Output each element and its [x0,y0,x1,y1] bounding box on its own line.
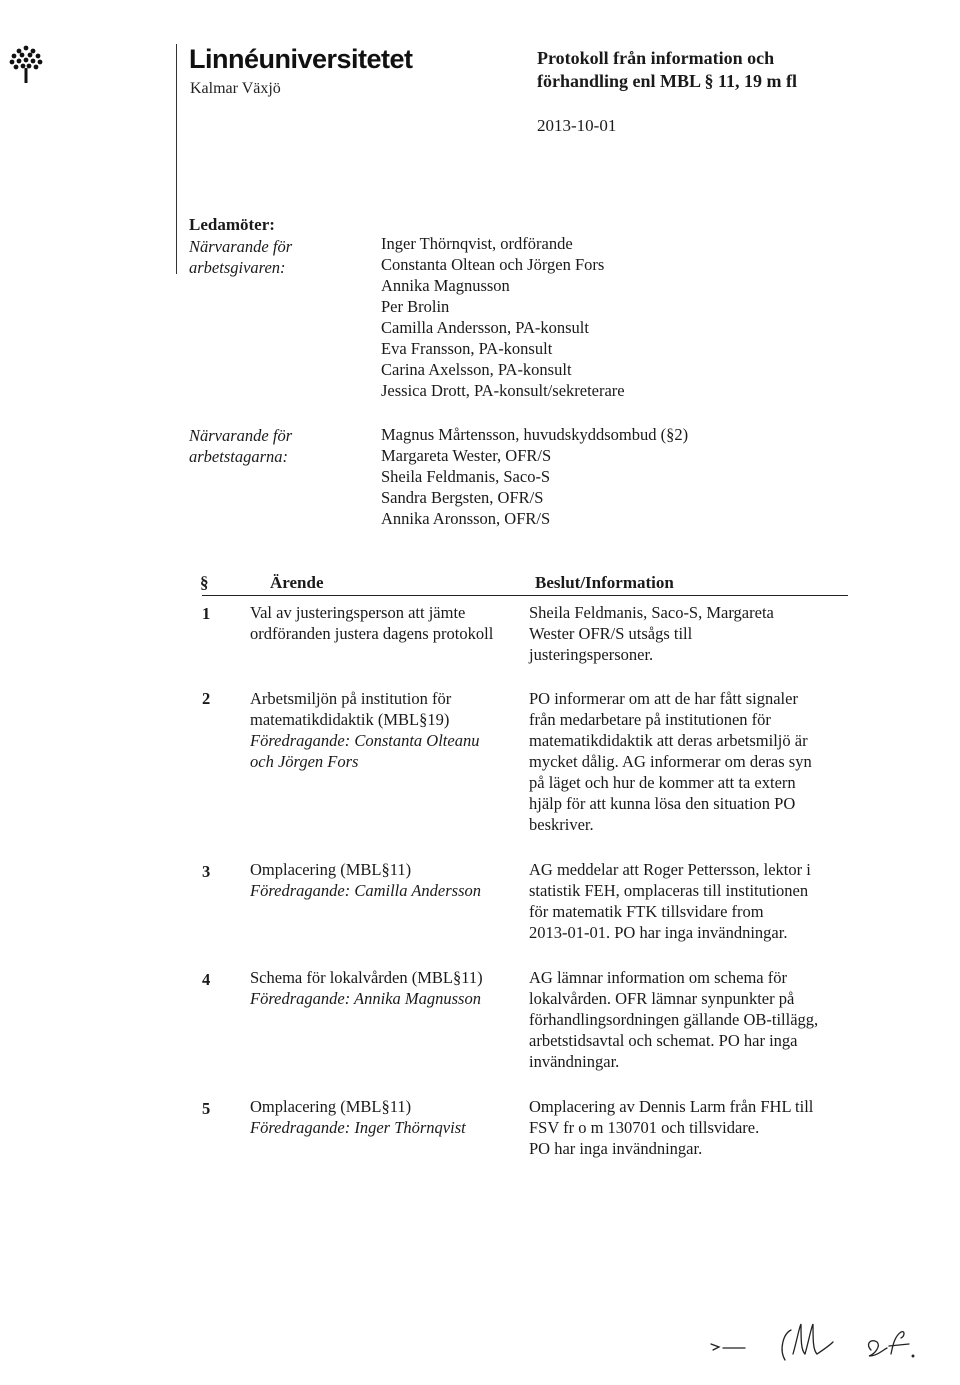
col-section-header: § [200,573,209,592]
row-matter [250,602,493,644]
list-item: Sandra Bergsten, OFR/S [381,488,544,507]
list-item: Inger Thörnqvist, ordförande [381,234,573,253]
title-line-1: Protokoll från information och [537,48,775,68]
matter-line: Omplacering (MBL§11) [250,860,412,879]
list-item: Magnus Mårtensson, huvudskyddsombud (§2) [381,425,689,444]
list-item: Constanta Oltean och Jörgen Fors [381,255,605,274]
list-item: Per Brolin [381,297,450,316]
col-matter-header: Ärende [270,573,324,592]
document-date: 2013-10-01 [537,116,617,135]
row-number: 5 [202,1099,211,1118]
row-decision [529,602,774,665]
matter-line: matematikdidaktik (MBL§19) [250,710,450,729]
matter-line: ordföranden justera dagens protokoll [250,624,494,643]
decision-line: mycket dålig. AG informerar om deras syn [529,752,812,771]
matter-line: Omplacering (MBL§11) [250,1097,412,1116]
employer-label [189,236,359,278]
decision-line: på läget och hur de kommer att ta extern [529,773,796,792]
decision-line: matematikdidaktik att deras arbetsmiljö är [529,731,808,750]
decision-line: Omplacering av Dennis Larm från FHL till [529,1097,814,1116]
col-decision-header: Beslut/Information [535,573,674,592]
decision-line: arbetstidsavtal och schemat. PO har inga [529,1031,798,1050]
handwritten-signature [705,1320,945,1370]
row-number: 1 [202,604,211,623]
employees-label [189,425,359,467]
matter-line: Schema för lokalvården (MBL§11) [250,968,483,987]
decision-line: FSV fr o m 130701 och tillsvidare. [529,1118,760,1137]
decision-line: justeringspersoner. [529,645,654,664]
tree-logo-icon [8,44,44,84]
employees-label-line-2: arbetstagarna: [189,447,288,466]
list-item: Jessica Drott, PA-konsult/sekreterare [381,381,625,400]
decision-line: från medarbetare på institutionen för [529,710,771,729]
presenter-line: Föredragande: Inger Thörnqvist [250,1118,466,1137]
document-title [537,47,937,93]
decision-line: PO informerar om att de har fått signaler [529,689,798,708]
row-decision [529,1096,813,1159]
decision-line: PO har inga invändningar. [529,1139,703,1158]
row-decision [529,859,811,943]
list-item: Annika Magnusson [381,276,510,295]
employer-label-line-2: arbetsgivaren: [189,258,286,277]
matter-line: Val av justeringsperson att jämte [250,603,466,622]
row-number: 3 [202,862,211,881]
presenter-line: Föredragande: Annika Magnusson [250,989,481,1008]
decision-line: beskriver. [529,815,594,834]
row-number: 4 [202,970,211,989]
employer-label-line-1: Närvarande för [189,237,293,256]
presenter-line: Föredragande: Camilla Andersson [250,881,481,900]
decision-line: AG meddelar att Roger Pettersson, lektor i [529,860,811,879]
table-header-rule [202,595,848,596]
row-decision [529,688,812,835]
list-item: Margareta Wester, OFR/S [381,446,552,465]
decision-line: förhandlingsordningen gällande OB-tillägg, [529,1010,819,1029]
row-matter [250,859,481,901]
presenter-line: och Jörgen Fors [250,752,359,771]
decision-line: invändningar. [529,1052,620,1071]
title-line-2: förhandling enl MBL § 11, 19 m fl [537,71,798,91]
decision-line: Sheila Feldmanis, Saco-S, Margareta [529,603,774,622]
row-matter [250,688,479,772]
list-item: Sheila Feldmanis, Saco-S [381,467,551,486]
employees-label-line-1: Närvarande för [189,426,293,445]
list-item: Annika Aronsson, OFR/S [381,509,551,528]
university-name: Linnéuniversitetet [189,44,413,74]
row-matter [250,1096,466,1138]
presenter-line: Föredragande: Constanta Olteanu [250,731,480,750]
matter-line: Arbetsmiljön på institution för [250,689,452,708]
decision-line: statistik FEH, omplaceras till institutionen [529,881,809,900]
university-campus: Kalmar Växjö [190,80,281,97]
list-item: Carina Axelsson, PA-konsult [381,360,572,379]
list-item: Camilla Andersson, PA-konsult [381,318,589,337]
decision-line: för matematik FTK tillsvidare from [529,902,764,921]
decision-line: lokalvården. OFR lämnar synpunkter på [529,989,795,1008]
row-decision [529,967,818,1072]
members-heading: Ledamöter: [189,215,275,234]
row-number: 2 [202,689,211,708]
decision-line: Wester OFR/S utsågs till [529,624,693,643]
list-item: Eva Fransson, PA-konsult [381,339,553,358]
decision-line: 2013-01-01. PO har inga invändningar. [529,923,788,942]
row-matter [250,967,483,1009]
header-divider [176,44,177,274]
employer-list [381,233,625,401]
decision-line: hjälp för att kunna lösa den situation PO [529,794,796,813]
employees-list [381,424,688,529]
decision-line: AG lämnar information om schema för [529,968,787,987]
